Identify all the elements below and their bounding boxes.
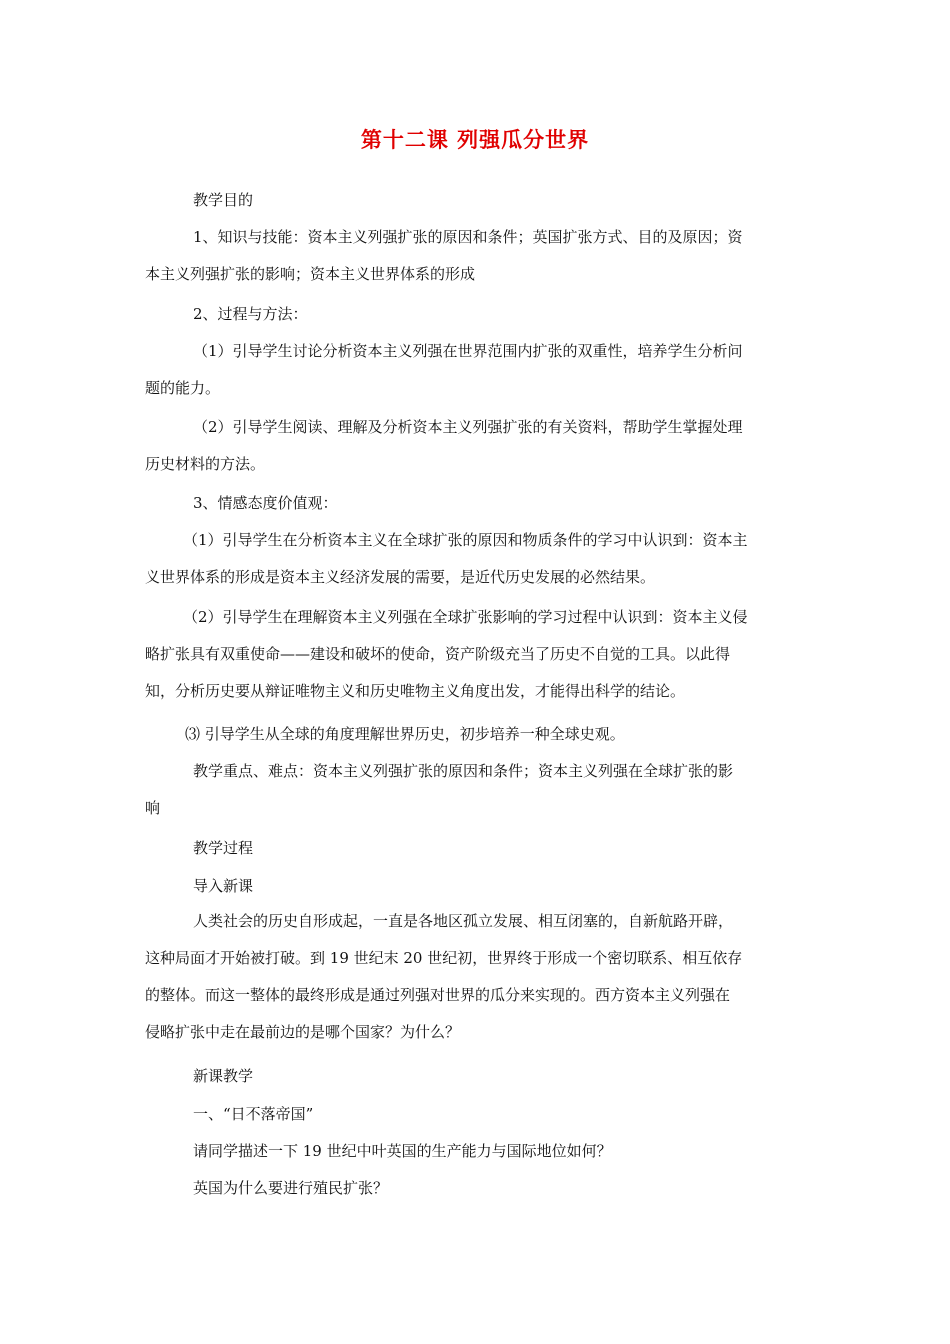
document-title: 第十二课 列强瓜分世界	[360, 128, 590, 152]
paragraph-method-1	[145, 333, 805, 407]
paragraph-method-2	[145, 409, 805, 483]
section-heading-empire: 一、“日不落帝国”	[193, 1105, 314, 1123]
paragraph-line: 知，分析历史要从辩证唯物主义和历史唯物主义角度出发，才能得出科学的结论。	[145, 682, 686, 700]
paragraph-line: 响	[145, 799, 161, 817]
paragraph-line: 教学重点、难点：资本主义列强扩张的原因和条件；资本主义列强在全球扩张的影	[193, 762, 734, 780]
section-heading-new-lesson: 新课教学	[193, 1067, 254, 1085]
paragraph-line: 历史材料的方法。	[145, 455, 266, 473]
paragraph-value-2	[145, 599, 805, 710]
paragraph-line: 这种局面才开始被打破。到 19 世纪末 20 世纪初，世界终于形成一个密切联系、相互依存	[145, 949, 743, 967]
question-colonial-expansion: 英国为什么要进行殖民扩张？	[193, 1179, 389, 1197]
section-heading-objectives: 教学目的	[193, 191, 254, 209]
paragraph-value-3: ⑶ 引导学生从全球的角度理解世界历史，初步培养一种全球史观。	[185, 725, 625, 743]
paragraph-line: 本主义列强扩张的影响；资本主义世界体系的形成	[145, 265, 476, 283]
paragraph-line: （2）引导学生阅读、理解及分析资本主义列强扩张的有关资料，帮助学生掌握处理	[193, 418, 743, 436]
paragraph-line: 人类社会的历史自形成起，一直是各地区孤立发展、相互闭塞的，自新航路开辟，	[193, 912, 734, 930]
paragraph-line: 侵略扩张中走在最前边的是哪个国家？为什么？	[145, 1023, 461, 1041]
paragraph-intro-text	[145, 903, 805, 1051]
paragraph-value-1	[145, 522, 805, 596]
paragraph-line: （2）引导学生在理解资本主义列强在全球扩张影响的学习过程中认识到：资本主义侵	[183, 608, 748, 626]
paragraph-line: 的整体。而这一整体的最终形成是通过列强对世界的瓜分来实现的。西方资本主义列强在	[145, 986, 731, 1004]
paragraph-knowledge-skills	[145, 219, 805, 293]
paragraph-line: 略扩张具有双重使命——建设和破坏的使命，资产阶级充当了历史不自觉的工具。以此得	[145, 645, 731, 663]
paragraph-line: （1）引导学生讨论分析资本主义列强在世界范围内扩张的双重性，培养学生分析问	[193, 342, 743, 360]
paragraph-line: 题的能力。	[145, 379, 221, 397]
section-heading-process: 教学过程	[193, 839, 254, 857]
paragraph-emotions-values: 3、情感态度价值观：	[193, 494, 338, 512]
paragraph-line: 1、知识与技能：资本主义列强扩张的原因和条件；英国扩张方式、目的及原因；资	[193, 228, 743, 246]
paragraph-key-points	[145, 753, 805, 827]
question-british-capacity: 请同学描述一下 19 世纪中叶英国的生产能力与国际地位如何？	[193, 1142, 612, 1160]
paragraph-process-methods: 2、过程与方法：	[193, 305, 308, 323]
paragraph-line: 义世界体系的形成是资本主义经济发展的需要，是近代历史发展的必然结果。	[145, 568, 656, 586]
paragraph-line: （1）引导学生在分析资本主义在全球扩张的原因和物质条件的学习中认识到：资本主	[183, 531, 748, 549]
section-heading-intro: 导入新课	[193, 877, 254, 895]
